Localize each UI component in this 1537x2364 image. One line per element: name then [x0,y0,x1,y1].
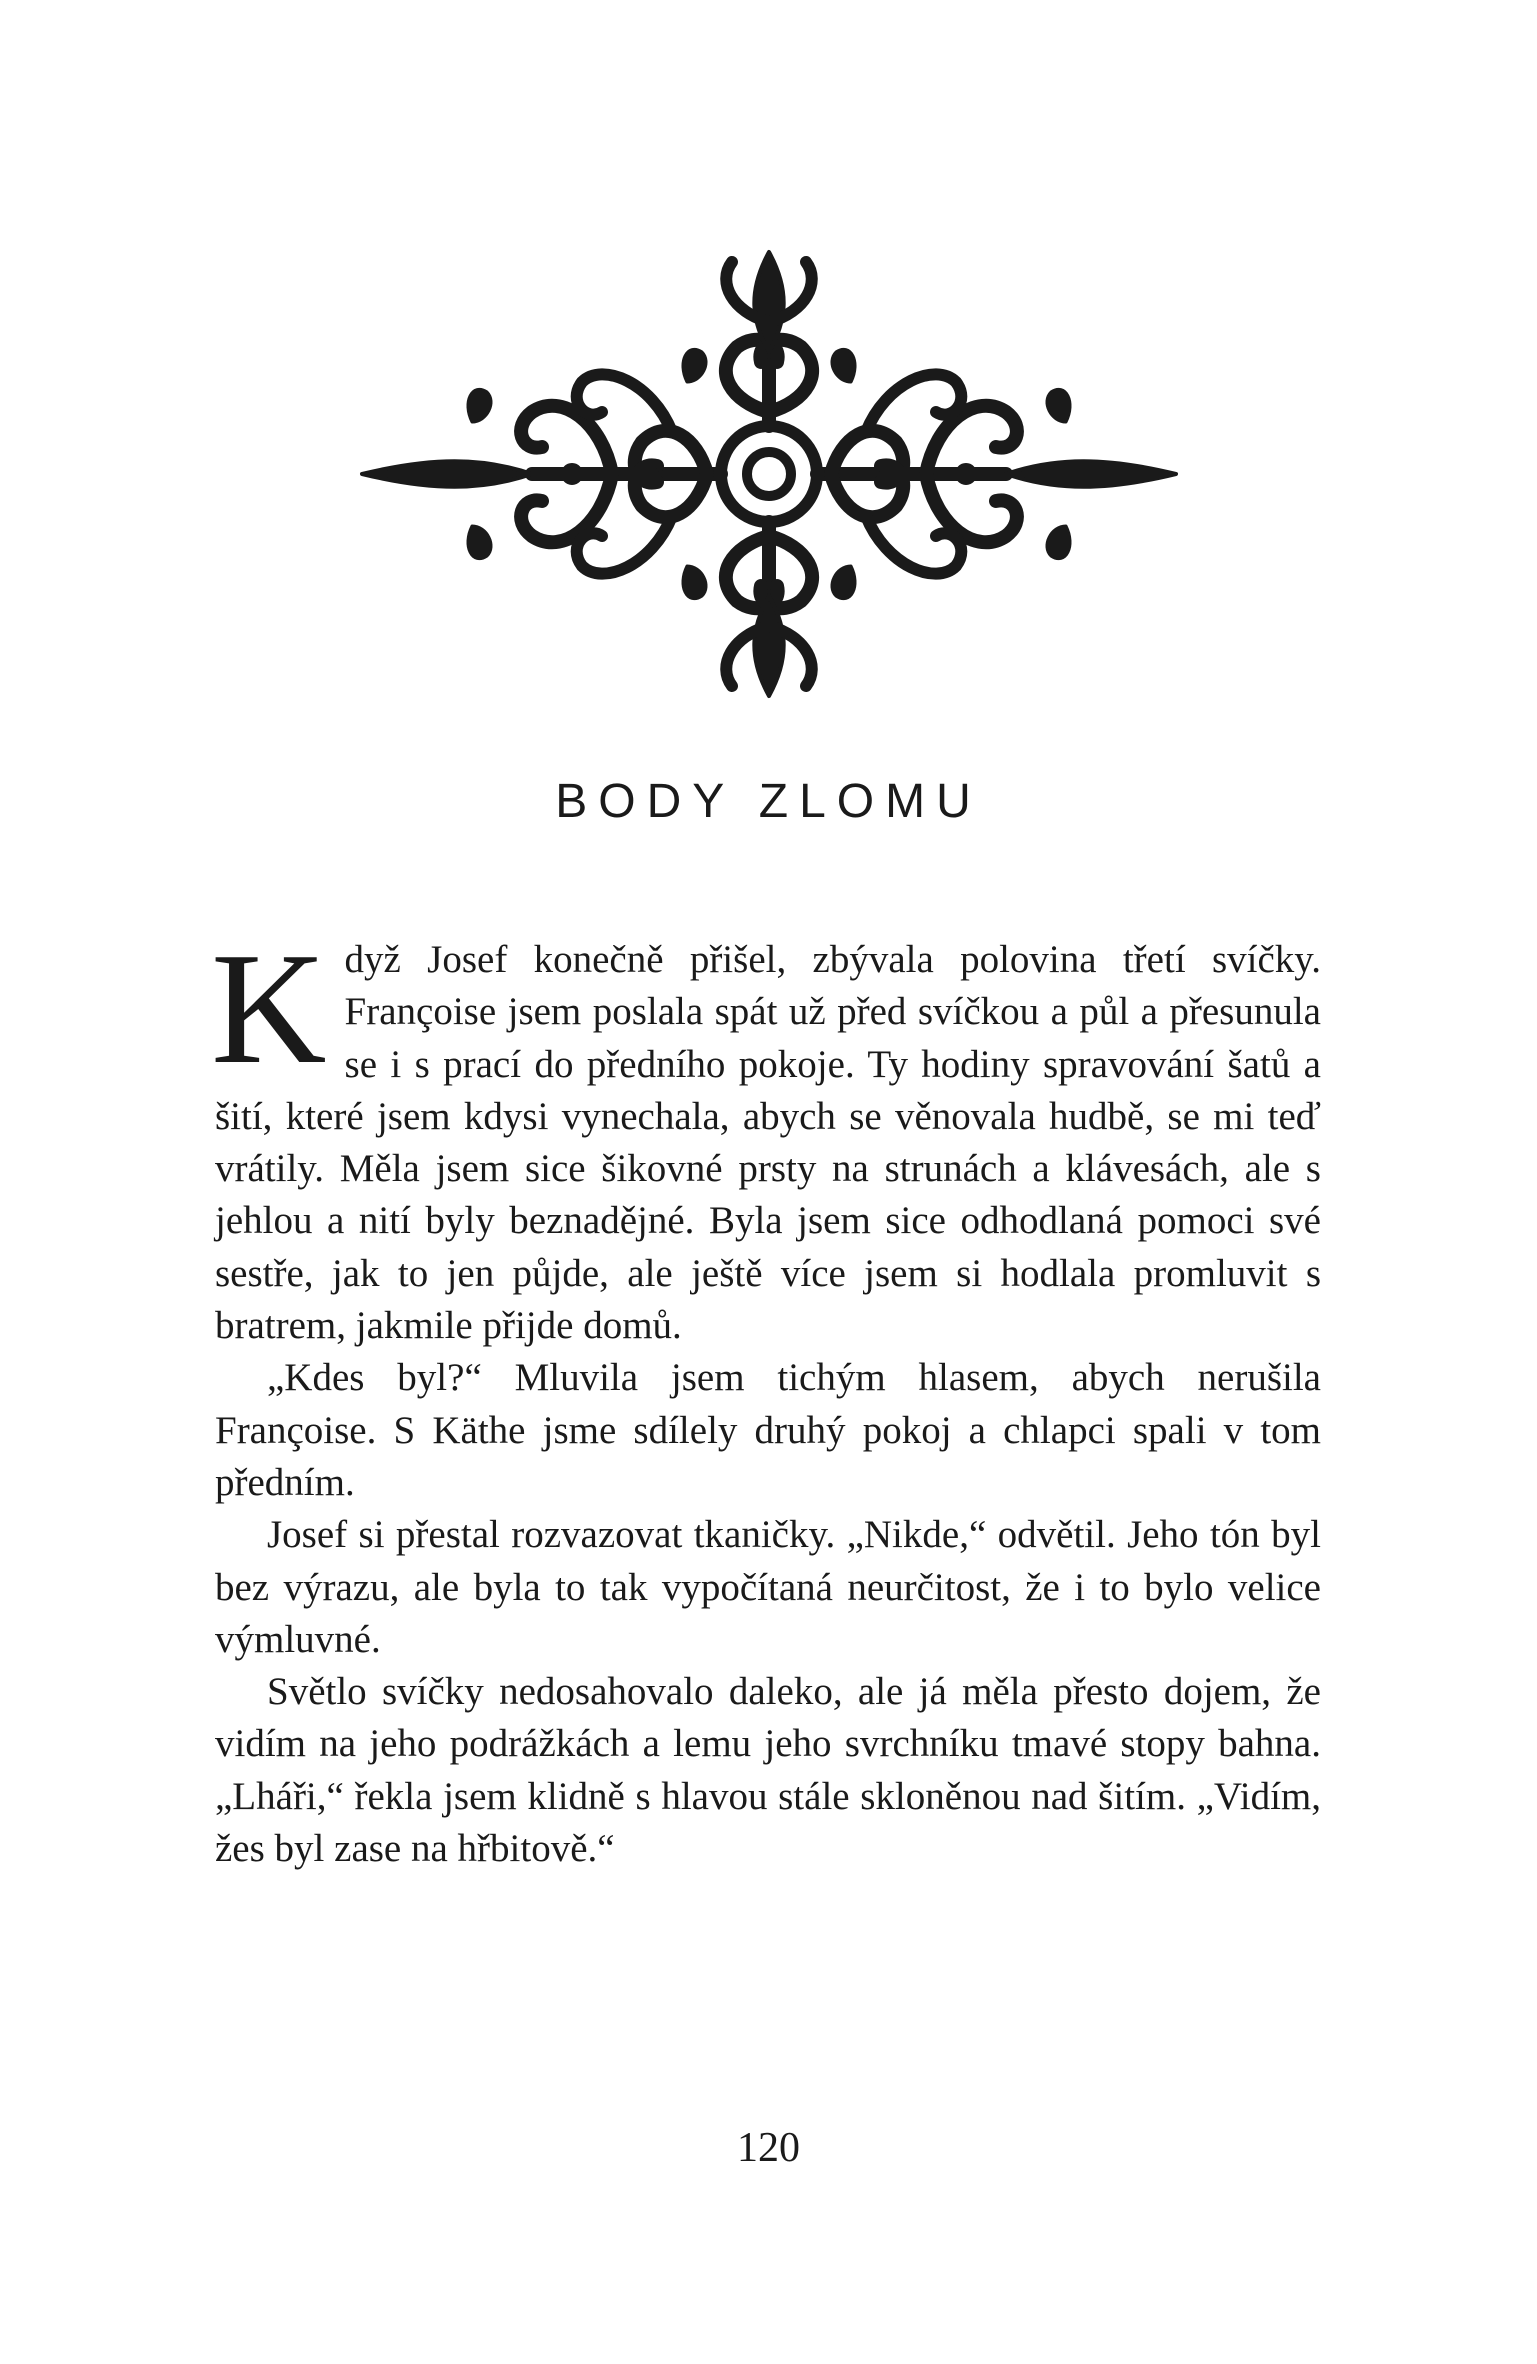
chapter-body [211,919,1321,1875]
page-number: 120 [737,2125,800,2171]
ornamental-flourish-icon [352,232,1186,716]
paragraph: Josef si přestal rozvazovat tkaničky. „Nikde,“ odvětil. Jeho tón byl bez výrazu, ale byla to tak vypočítaná neurčitost, že i to bylo velice výmluvné. [215,1513,1321,1661]
paragraph: „Kdes byl?“ Mluvila jsem tichým hlasem, abych nerušila Françoise. S Käthe jsme sdílely druhý pokoj a chlapci spali v tom předním. [215,1356,1321,1504]
paragraph: Světlo svíčky nedosahovalo daleko, ale já měla přesto dojem, že vidím na jeho podrážkách a lemu jeho svrchníku tmavé stopy bahna. „Lháři,“ řekla jsem klidně s hlavou stále skloněnou nad šitím. „Vidím, žes byl zase na hřbitově.“ [215,1670,1321,1871]
chapter-title: BODY ZLOMU [555,775,982,828]
paragraph [211,919,1321,1352]
drop-cap: K [211,919,327,1097]
paragraph-text: dyž Josef konečně přišel, zbývala polovina třetí svíčky. Françoise jsem poslala spát už před svíčkou a půl a přesunula se i s prací do předního pokoje. Ty hodiny spravování šatů a šití, které jsem kdysi vynechala, abych se věnovala hudbě, se mi teď vrátily. Měla jsem sice šikovné prsty na strunách a klávesách, ale s jehlou a nití byly beznadějné. Byla jsem sice odhodlaná pomoci své sestře, jak to jen půjde, ale ještě více jsem si hodlala promluvit s bratrem, jakmile přijde domů. [215,938,1321,1348]
